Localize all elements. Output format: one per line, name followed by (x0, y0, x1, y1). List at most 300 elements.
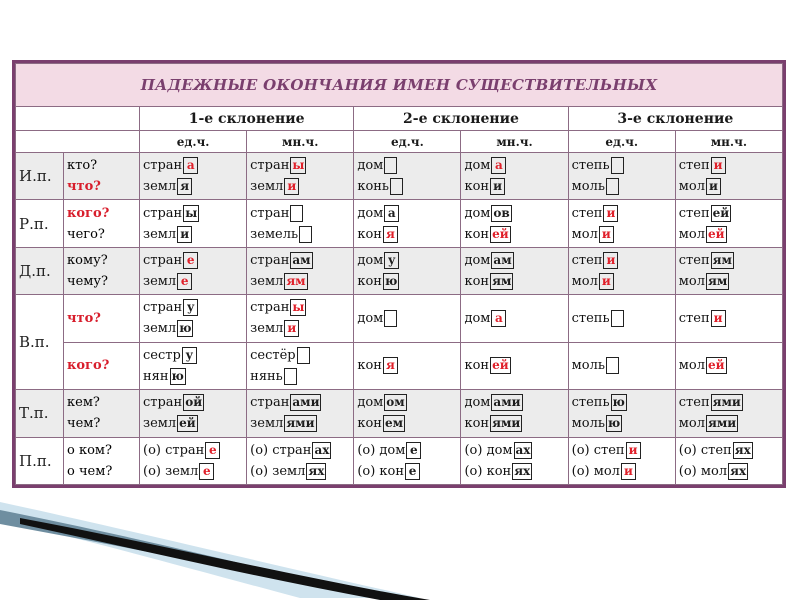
ending-box: ю (171, 368, 184, 383)
ending-box (299, 226, 312, 243)
ending-box: ами (292, 395, 320, 410)
declension-2-header: 2-е склонение (354, 107, 568, 131)
ending-box: ях (308, 463, 325, 478)
ending-box: ю (607, 416, 621, 431)
example-word (464, 355, 564, 376)
swoosh-light-stroke (0, 502, 420, 598)
word-stem: степ (678, 158, 710, 174)
word-stem: земл (143, 274, 177, 290)
word-stem: (о) степ (678, 442, 732, 458)
example-cell (461, 153, 568, 200)
ending-box: ы (292, 300, 305, 315)
example-cell (247, 200, 354, 247)
ending-box: и (626, 442, 641, 459)
ending-box: ям (492, 274, 512, 289)
word-stem: стран (143, 300, 183, 316)
ending-box: ы (292, 158, 305, 173)
word-stem: (о) земл (143, 463, 199, 479)
ending-box: ями (492, 416, 521, 431)
ending-box: ей (712, 205, 730, 220)
declension-1-header: 1-е склонение (140, 107, 354, 131)
example-word (679, 155, 779, 176)
example-cell (140, 247, 247, 294)
word-stem: степ (571, 253, 603, 269)
example-word (357, 461, 457, 482)
question-cell (64, 390, 140, 437)
example-word (357, 250, 457, 271)
word-stem: нянь (250, 368, 283, 384)
example-word (357, 392, 457, 413)
example-word (464, 413, 564, 434)
word-stem: мол (678, 226, 705, 242)
case-label: П.п. (16, 437, 64, 484)
ending-box: и (284, 178, 299, 195)
word-stem: степ (571, 205, 603, 221)
question-cell (64, 437, 140, 484)
ending-box: я (383, 226, 398, 243)
word-stem: стран (143, 253, 183, 269)
ending-box: у (384, 252, 399, 269)
example-word (679, 461, 779, 482)
word-stem: (о) кон (464, 463, 512, 479)
example-word (250, 297, 350, 318)
word-stem: степь (571, 310, 610, 326)
word-stem: моль (571, 416, 605, 432)
example-word (250, 203, 350, 224)
decorative-swoosh (0, 480, 800, 600)
ending-box: а (384, 205, 399, 222)
ending-box: я (177, 178, 192, 195)
ending-box: ю (612, 395, 625, 410)
ending-box: ю (179, 321, 192, 336)
case-question: что? (67, 179, 101, 195)
word-stem: (о) стран (250, 442, 312, 458)
example-word (250, 461, 350, 482)
word-stem: (о) кон (357, 463, 405, 479)
example-word (357, 224, 457, 245)
example-word (143, 345, 243, 366)
example-cell (140, 342, 247, 389)
example-cell (354, 390, 461, 437)
ending-box: ы (185, 205, 198, 220)
word-stem: земл (250, 179, 284, 195)
example-word (357, 271, 457, 292)
word-stem: стран (250, 205, 290, 221)
example-word (679, 271, 779, 292)
word-stem: земл (143, 179, 177, 195)
header-blank (16, 107, 140, 131)
word-stem: конь (357, 179, 390, 195)
ending-box (611, 157, 624, 174)
ending-box: ами (493, 395, 521, 410)
example-cell (568, 200, 675, 247)
word-stem: земл (250, 321, 284, 337)
word-stem: дом (357, 310, 384, 326)
example-word (572, 271, 672, 292)
example-cell (568, 153, 675, 200)
declension-table (15, 63, 783, 485)
ending-box: ах (515, 442, 531, 457)
ending-box: и (490, 178, 505, 195)
example-word (679, 440, 779, 461)
example-word (143, 318, 243, 339)
example-word (572, 413, 672, 434)
number-header-singular: ед.ч. (568, 131, 675, 153)
example-word (357, 413, 457, 434)
word-stem: земл (143, 416, 177, 432)
example-word (679, 392, 779, 413)
example-cell (247, 295, 354, 342)
word-stem: кон (464, 226, 490, 242)
word-stem: кон (357, 226, 382, 242)
example-cell (140, 295, 247, 342)
ending-box: и (603, 252, 618, 269)
example-word (572, 440, 672, 461)
word-stem: (о) мол (571, 463, 620, 479)
ending-box: е (199, 463, 214, 480)
ending-box: ями (286, 416, 315, 431)
ending-box: ей (492, 358, 509, 373)
ending-box: ях (514, 463, 531, 478)
word-stem: (о) дом (464, 442, 513, 458)
word-stem: стран (250, 300, 290, 316)
number-header-plural: мн.ч. (461, 131, 568, 153)
example-cell (675, 153, 782, 200)
word-stem: (о) мол (678, 463, 728, 479)
word-stem: дом (357, 205, 384, 221)
declension-table-frame (12, 60, 786, 488)
example-word (143, 203, 243, 224)
example-cell (247, 390, 354, 437)
ending-box (384, 157, 397, 174)
example-word (464, 271, 564, 292)
example-cell (675, 390, 782, 437)
example-word (143, 271, 243, 292)
ending-box: ями (707, 416, 737, 431)
ending-box: ям (286, 274, 306, 289)
ending-box: я (383, 357, 398, 374)
case-question: о чем? (67, 463, 113, 479)
word-stem: нян (143, 368, 169, 384)
word-stem: стран (250, 158, 290, 174)
example-word (679, 413, 779, 434)
ending-box: ах (314, 442, 330, 457)
example-word (357, 176, 457, 197)
ending-box: и (706, 178, 721, 195)
word-stem: мол (678, 274, 705, 290)
case-row (16, 342, 783, 389)
ending-box: ем (384, 416, 403, 431)
question-cell (64, 200, 140, 247)
ending-box: ам (493, 253, 512, 268)
case-label: В.п. (16, 295, 64, 390)
word-stem: земл (250, 416, 284, 432)
ending-box: и (603, 205, 618, 222)
example-word (679, 355, 779, 376)
case-question: чего? (67, 226, 105, 242)
example-word (464, 203, 564, 224)
example-word (250, 176, 350, 197)
example-word (464, 250, 564, 271)
ending-box (606, 178, 619, 195)
ending-box: а (183, 157, 198, 174)
example-cell (140, 153, 247, 200)
example-word (143, 224, 243, 245)
word-stem: земл (250, 274, 284, 290)
ending-box: ов (493, 205, 510, 220)
case-row (16, 247, 783, 294)
example-word (464, 224, 564, 245)
ending-box: ом (386, 395, 405, 410)
word-stem: (о) степ (571, 442, 625, 458)
example-cell (675, 295, 782, 342)
example-cell (568, 247, 675, 294)
word-stem: степ (678, 253, 710, 269)
word-stem: стран (143, 158, 183, 174)
ending-box: у (183, 299, 198, 316)
question-cell (64, 295, 140, 342)
example-cell (354, 200, 461, 247)
example-word (250, 366, 350, 387)
ending-box: ю (384, 274, 398, 289)
example-cell (354, 247, 461, 294)
ending-box: и (711, 157, 726, 174)
ending-box: и (599, 273, 614, 290)
example-word (464, 308, 564, 329)
example-cell (461, 390, 568, 437)
example-word (572, 155, 672, 176)
ending-box: ях (730, 463, 747, 478)
example-word (572, 355, 672, 376)
example-cell (568, 437, 675, 484)
word-stem: степ (678, 205, 710, 221)
case-question: чему? (67, 274, 109, 290)
word-stem: (о) земл (250, 463, 306, 479)
ending-box: ей (179, 416, 196, 431)
example-word (357, 440, 457, 461)
ending-box (297, 347, 310, 364)
example-word (572, 224, 672, 245)
example-word (250, 392, 350, 413)
case-question: кому? (67, 253, 108, 269)
example-cell (140, 200, 247, 247)
example-cell (461, 200, 568, 247)
ending-box: а (491, 310, 506, 327)
word-stem: мол (571, 226, 598, 242)
example-word (464, 155, 564, 176)
example-word (679, 203, 779, 224)
example-word (250, 345, 350, 366)
example-word (143, 155, 243, 176)
table-title: ПАДЕЖНЫЕ ОКОНЧАНИЯ ИМЕН СУЩЕСТВИТЕЛЬНЫХ (16, 64, 783, 107)
word-stem: дом (357, 253, 384, 269)
word-stem: земель (250, 226, 299, 242)
word-stem: степ (678, 395, 710, 411)
case-row (16, 437, 783, 484)
example-cell (247, 153, 354, 200)
word-stem: дом (464, 310, 491, 326)
example-cell (461, 247, 568, 294)
case-row (16, 295, 783, 342)
word-stem: мол (678, 358, 705, 374)
word-stem: дом (464, 158, 491, 174)
word-stem: степь (571, 395, 610, 411)
example-word (679, 308, 779, 329)
example-word (572, 461, 672, 482)
word-stem: земл (143, 321, 177, 337)
example-cell (354, 295, 461, 342)
word-stem: кон (357, 274, 382, 290)
ending-box: ям (707, 274, 728, 289)
ending-box: и (621, 463, 636, 480)
word-stem: степь (571, 158, 610, 174)
word-stem: дом (357, 158, 384, 174)
ending-box: е (177, 273, 192, 290)
case-question: что? (67, 310, 101, 326)
word-stem: кон (357, 416, 382, 432)
example-cell (568, 342, 675, 389)
number-header-plural: мн.ч. (675, 131, 782, 153)
word-stem: сестёр (250, 347, 296, 363)
example-word (250, 413, 350, 434)
case-question: о ком? (67, 442, 112, 458)
ending-box: е (405, 463, 420, 480)
word-stem: моль (571, 358, 605, 374)
word-stem: стран (250, 395, 290, 411)
word-stem: моль (571, 179, 605, 195)
case-row (16, 200, 783, 247)
ending-box (390, 178, 403, 195)
example-word (357, 308, 457, 329)
example-cell (247, 437, 354, 484)
example-word (143, 413, 243, 434)
header-blank (16, 131, 140, 153)
word-stem: кон (464, 358, 490, 374)
example-word (143, 250, 243, 271)
case-row (16, 390, 783, 437)
example-cell (354, 437, 461, 484)
case-label: И.п. (16, 153, 64, 200)
ending-box: ам (292, 253, 311, 268)
example-word (464, 461, 564, 482)
example-word (679, 176, 779, 197)
ending-box: у (182, 347, 197, 364)
case-label: Т.п. (16, 390, 64, 437)
example-cell (675, 247, 782, 294)
word-stem: кон (357, 358, 382, 374)
ending-box (284, 368, 297, 385)
ending-box (290, 205, 303, 222)
example-cell (568, 295, 675, 342)
example-word (143, 366, 243, 387)
example-word (572, 176, 672, 197)
example-cell (461, 437, 568, 484)
example-cell (354, 153, 461, 200)
case-label: Р.п. (16, 200, 64, 247)
example-cell (140, 437, 247, 484)
case-row (16, 153, 783, 200)
word-stem: стран (250, 253, 290, 269)
word-stem: дом (464, 253, 491, 269)
example-cell (247, 247, 354, 294)
ending-box (611, 310, 624, 327)
example-word (143, 392, 243, 413)
example-cell (461, 295, 568, 342)
question-cell (64, 342, 140, 389)
ending-box: ям (712, 253, 732, 268)
example-cell (675, 437, 782, 484)
example-word (679, 250, 779, 271)
word-stem: степ (678, 310, 710, 326)
example-word (250, 271, 350, 292)
case-question: чем? (67, 416, 101, 432)
question-cell (64, 153, 140, 200)
word-stem: мол (571, 274, 598, 290)
word-stem: кон (464, 416, 490, 432)
example-word (572, 250, 672, 271)
ending-box: ой (185, 395, 203, 410)
number-header-singular: ед.ч. (140, 131, 247, 153)
example-word (464, 392, 564, 413)
word-stem: (о) дом (357, 442, 406, 458)
example-cell (568, 390, 675, 437)
ending-box: а (491, 157, 506, 174)
example-word (250, 440, 350, 461)
word-stem: сестр (143, 347, 181, 363)
number-header-plural: мн.ч. (247, 131, 354, 153)
word-stem: земл (143, 226, 177, 242)
example-word (357, 155, 457, 176)
example-word (250, 155, 350, 176)
ending-box: и (284, 320, 299, 337)
ending-box: ях (734, 442, 751, 457)
example-word (464, 176, 564, 197)
word-stem: кон (464, 179, 490, 195)
case-question: кто? (67, 158, 98, 174)
example-cell (354, 342, 461, 389)
example-cell (675, 342, 782, 389)
example-word (572, 308, 672, 329)
ending-box: и (177, 226, 192, 243)
word-stem: дом (357, 395, 384, 411)
ending-box: ей (707, 226, 725, 241)
declension-3-header: 3-е склонение (568, 107, 782, 131)
example-word (143, 440, 243, 461)
case-question: кого? (67, 358, 110, 374)
ending-box: ей (492, 226, 509, 241)
ending-box: е (183, 252, 198, 269)
case-label: Д.п. (16, 247, 64, 294)
ending-box (606, 357, 619, 374)
example-cell (247, 342, 354, 389)
example-word (250, 318, 350, 339)
word-stem: дом (464, 395, 491, 411)
example-word (143, 461, 243, 482)
word-stem: (о) стран (143, 442, 205, 458)
example-word (572, 392, 672, 413)
word-stem: кон (464, 274, 490, 290)
ending-box: е (205, 442, 220, 459)
example-word (572, 203, 672, 224)
ending-box: и (711, 310, 726, 327)
example-word (357, 355, 457, 376)
word-stem: стран (143, 395, 183, 411)
ending-box: е (406, 442, 421, 459)
example-word (143, 297, 243, 318)
example-word (143, 176, 243, 197)
example-word (357, 203, 457, 224)
ending-box: и (599, 226, 614, 243)
